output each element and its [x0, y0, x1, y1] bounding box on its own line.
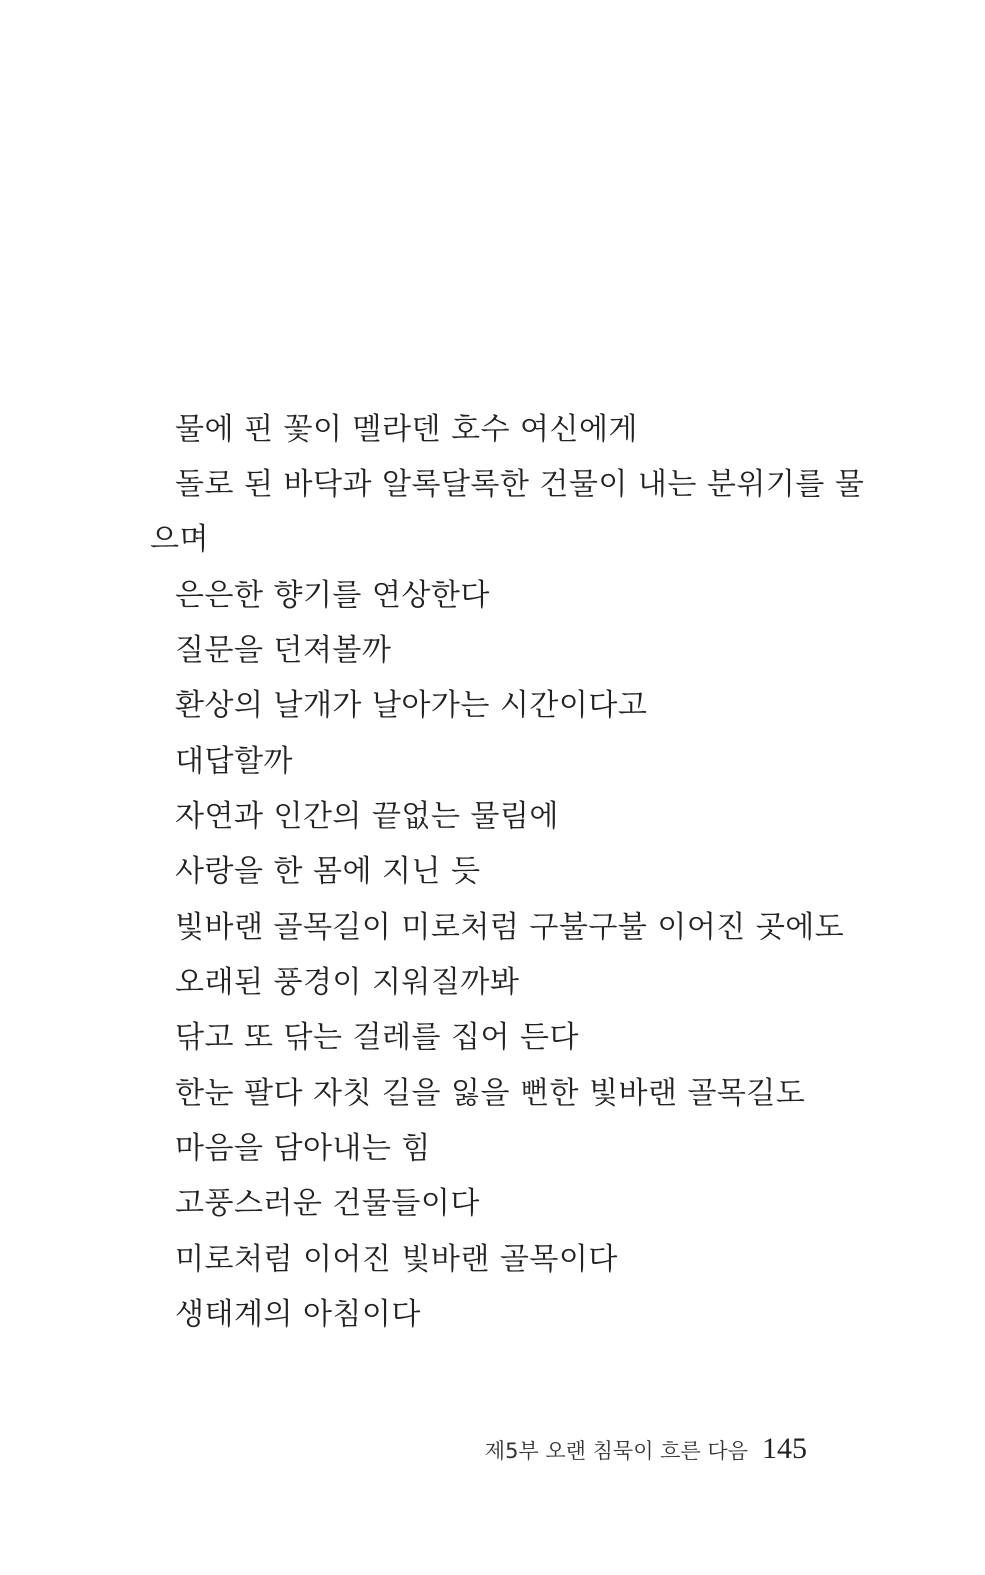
poem-line: 고풍스러운 건물들이다 [175, 1186, 480, 1221]
running-head: 제5부 오랜 침묵이 흐른 다음 [484, 1439, 748, 1463]
poem-line: 물에 핀 꽃이 멜라덴 호수 여신에게 [175, 412, 638, 447]
poem-line: 미로처럼 이어진 빛바랜 골목이다 [175, 1242, 618, 1277]
poem-line: 돌로 된 바닥과 알록달록한 건물이 내는 분위기를 물 [175, 467, 865, 502]
page-number: 145 [762, 1432, 807, 1465]
poem-line: 마음을 담아내는 힘 [175, 1131, 431, 1166]
poem-line-continuation: 으며 [150, 522, 209, 557]
page-footer [485, 1432, 807, 1472]
poem-line: 오래된 풍경이 지워질까봐 [175, 965, 520, 1000]
poem-line: 환상의 날개가 날아가는 시간이다고 [175, 688, 648, 723]
poem-line: 한눈 팔다 자칫 길을 잃을 뻔한 빛바랜 골목길도 [175, 1076, 806, 1111]
poem-line: 닦고 또 닦는 걸레를 집어 든다 [175, 1020, 579, 1055]
poem-line: 생태계의 아침이다 [175, 1297, 421, 1332]
poem-line: 대답할까 [175, 744, 293, 779]
poem-line: 자연과 인간의 끝없는 물림에 [175, 799, 559, 834]
poem-line: 빛바랜 골목길이 미로처럼 구불구불 이어진 곳에도 [175, 910, 845, 945]
poem-line: 질문을 던져볼까 [175, 633, 392, 668]
poem-line: 은은한 향기를 연상한다 [175, 578, 490, 613]
poem-line: 사랑을 한 몸에 지닌 듯 [175, 854, 481, 889]
